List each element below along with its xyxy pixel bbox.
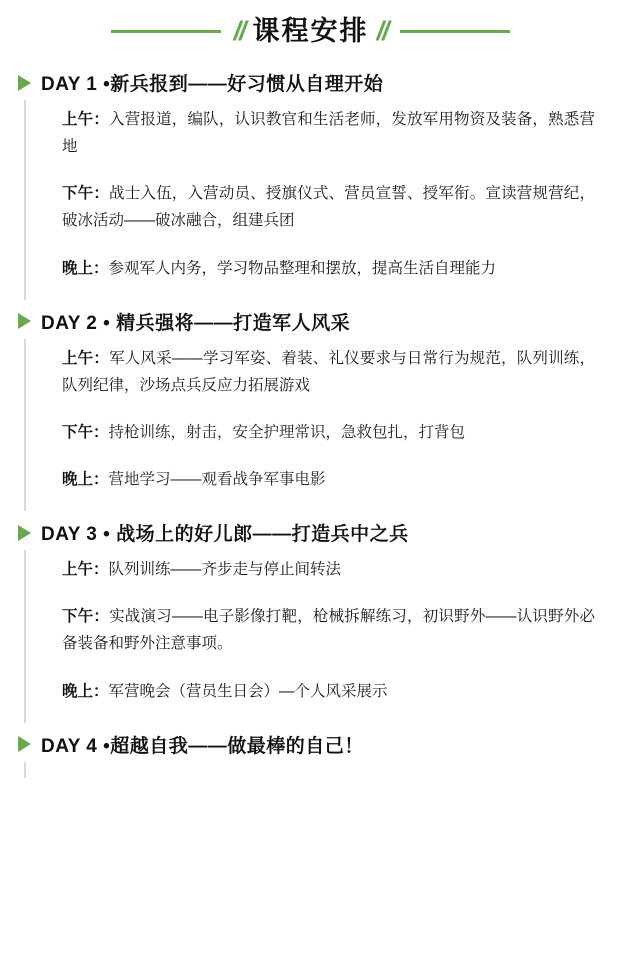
triangle-bullet-icon [18,75,31,91]
day-body [18,339,603,512]
day-title: DAY 2 • 精兵强将——打造军人风采 [41,312,351,334]
day-title: DAY 3 • 战场上的好儿郎——打造兵中之兵 [41,524,409,546]
entry-text: 实战演习——电子影像打靶，枪械拆解练习，初识野外——认识野外必备装备和野外注意事项。 [62,608,595,653]
entry-text: 入营报道，编队，认识教官和生活老师，发放军用物资及装备，熟悉营地 [62,111,595,156]
bottom-spacer [18,762,603,768]
schedule-entry [62,255,595,282]
entry-label: 下午： [62,185,110,203]
day-block [18,61,603,300]
header-rule-right [400,30,510,33]
entry-label: 晚上： [62,682,109,700]
entry-label: 上午： [62,111,110,128]
entry-text: 队列训练——齐步走与停止间转法 [108,561,342,579]
header-rule-left [111,30,221,33]
entry-text: 持枪训练，射击，安全护理常识，急救包扎，打背包 [108,423,466,441]
day-header [18,511,603,550]
entry-label: 晚上： [62,259,109,277]
entry-text: 营地学习——观看战争军事电影 [108,471,326,488]
entry-label: 上午： [62,349,110,367]
entry-label: 晚上： [62,471,109,488]
entry-text: 军营晚会（营员生日会）—个人风采展示 [108,682,388,700]
entry-label: 上午： [62,561,109,579]
triangle-bullet-icon [18,525,31,541]
day-block [18,723,603,762]
day-header [18,61,603,100]
entry-text: 战士入伍，入营动员、授旗仪式、营员宣誓、授军衔。宣读营规营纪，破冰活动——破冰融合，组建兵团 [62,185,595,230]
schedule-entry [62,419,595,446]
schedule-entry [62,556,595,583]
entry-label: 下午： [62,423,109,441]
day-header [18,723,603,762]
schedule-entry [62,603,595,657]
page-title: 课程安排 [252,16,369,46]
schedule-entry [62,466,595,493]
slash-left-icon: // [233,16,245,46]
day-title: DAY 1 •新兵报到——好习惯从自理开始 [41,74,384,95]
page-header [0,0,621,55]
schedule-entry [62,345,595,399]
entry-text: 参观军人内务，学习物品整理和摆放，提高生活自理能力 [108,259,497,277]
day-body [18,100,603,300]
day-title: DAY 4 •超越自我——做最棒的自己！ [41,735,364,757]
day-body [18,550,603,723]
schedule-entry [62,106,595,160]
triangle-bullet-icon [18,313,31,329]
slash-right-icon: // [376,16,388,46]
entry-label: 下午： [62,608,110,626]
schedule-timeline [0,55,621,778]
day-header [18,300,603,339]
schedule-entry [62,180,595,234]
schedule-entry [62,678,595,705]
entry-text: 军人风采——学习军姿、着装、礼仪要求与日常行为规范，队列训练，队列纪律，沙场点兵反应力拓展游戏 [62,349,595,394]
triangle-bullet-icon [18,736,31,752]
day-block [18,300,603,512]
day-block [18,511,603,723]
